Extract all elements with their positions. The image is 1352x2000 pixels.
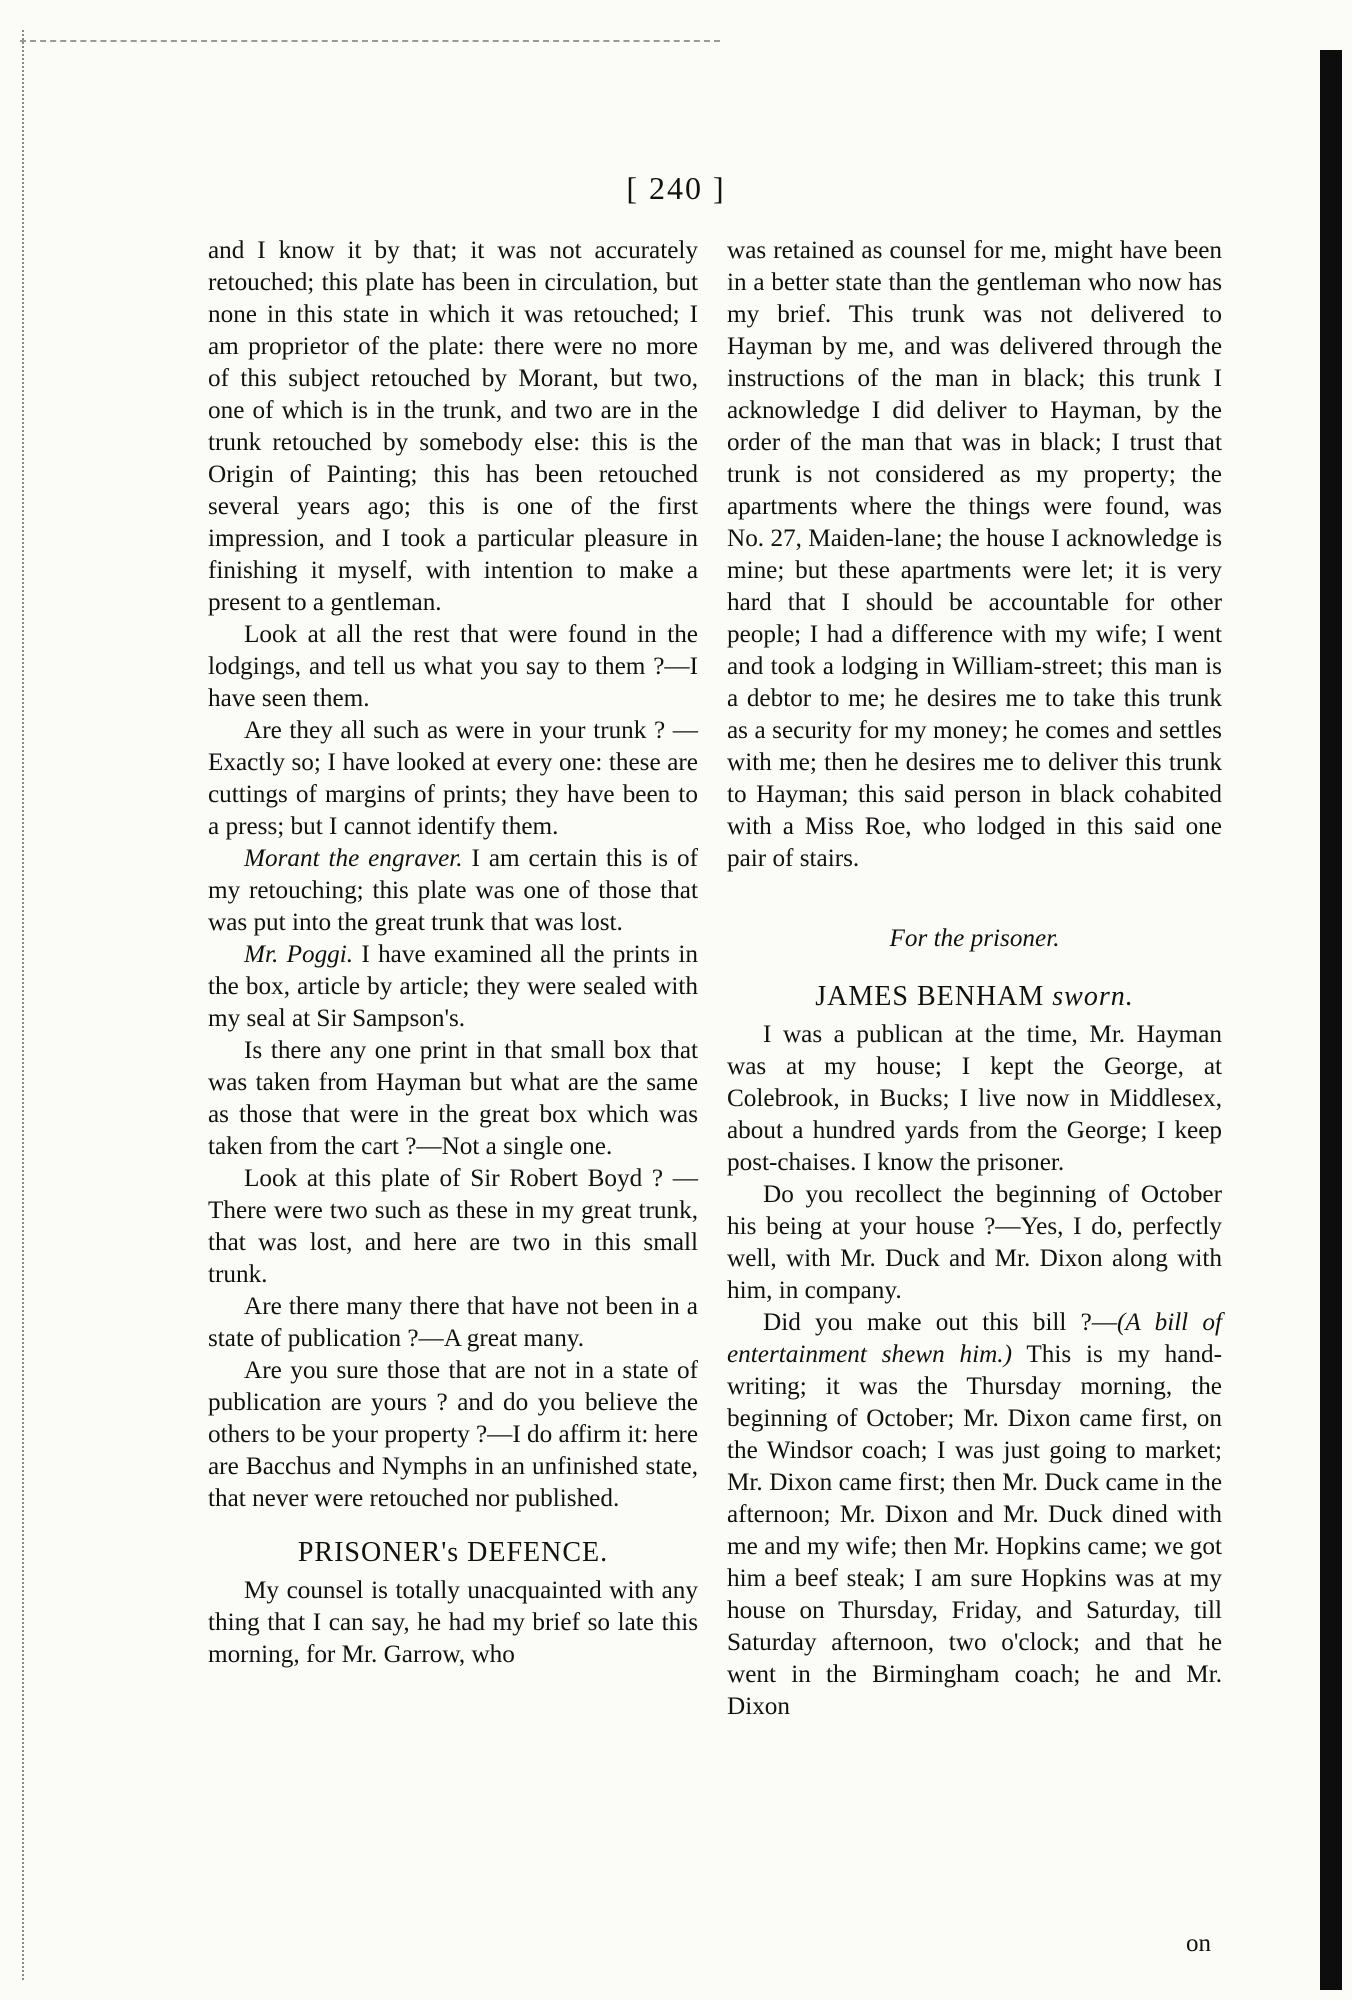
paragraph-text: I have examined all the prints in the box, article by article; they were sealed with my seal at Sir Sampson's. <box>208 941 698 1032</box>
scan-right-bar <box>1320 50 1342 1990</box>
paragraph: Is there any one print in that small box that was taken from Hayman but what are the same as those that were in the great box which was taken from the cart ?—Not a single one. <box>208 1037 698 1160</box>
paragraph: Look at all the rest that were found in the lodgings, and tell us what you say to them ?—I have seen them. <box>208 621 698 712</box>
paragraph-text: I am certain this is of my retouching; this plate was one of those that was put into the great trunk that was lost. <box>208 845 698 936</box>
paragraph: and I know it by that; it was not accurately retouched; this plate has been in circulation, but none in this state in which it was retouched; I am proprietor of the plate: there were no more of this subject retouched by Morant, but two, one of which is in the trunk, and two are in the trunk retouched by somebody else: this is the Origin of Painting; this has been retouched several years ago; this is one of the first impression, and I took a particular pleasure in finishing it myself, with intention to make a present to a gentleman. <box>208 237 698 616</box>
witness-sworn: sworn. <box>1052 981 1134 1012</box>
paragraph <box>208 843 698 939</box>
paragraph-text: Did you make out this bill ?— <box>763 1309 1118 1336</box>
paragraph: was retained as counsel for me, might have been in a better state than the gentleman who now has my brief. This trunk was not delivered to Hayman by me, and was delivered through the instructions of the man in black; this trunk I acknowledge I did deliver to Hayman, by the order of the man that was in black; I trust that trunk is not considered as my property; the apartments where the things were found, was No. 27, Maiden-lane; the house I acknowledge is mine; but these apartments were let; it is very hard that I should be accountable for other people; I had a difference with my wife; I went and took a lodging in William-street; this man is a debtor to me; he desires me to take this trunk as a security for my money; he comes and settles with me; then he desires me to deliver this trunk to Hayman; this said person in black cohabited with a Miss Roe, who lodged in this said one pair of stairs. <box>727 237 1222 872</box>
paragraph: Are there many there that have not been in a state of publication ?—A great many. <box>208 1293 698 1352</box>
paragraph: I was a publican at the time, Mr. Hayman was at my house; I kept the George, at Colebrook, in Bucks; I live now in Middlesex, about a hundred yards from the George; I keep post-chaises. I know the prisoner. <box>727 1021 1222 1176</box>
speaker-name: Mr. Poggi. <box>244 941 354 968</box>
sub-heading: For the prisoner. <box>889 925 1060 952</box>
paragraph <box>208 939 698 1035</box>
paragraph: Are you sure those that are not in a state of publication are yours ? and do you believe the others to be your property ?—I do affirm it: here are Bacchus and Nymphs in an unfinished state, that never were retouched nor published. <box>208 1357 698 1512</box>
stage-direction: (A bill of entertainment shewn him.) <box>727 1309 1223 1368</box>
witness-name: JAMES BENHAM <box>815 981 1053 1012</box>
paragraph: Are they all such as were in your trunk ? —Exactly so; I have looked at every one: these are cuttings of margins of prints; they have been to a press; but I cannot identify them. <box>208 717 698 840</box>
page-number: [ 240 ] <box>626 170 726 206</box>
paragraph-text: This is my hand-writing; it was the Thursday morning, the beginning of October; Mr. Dixon came first, on the Windsor coach; I was just going to market; Mr. Dixon came first; then Mr. Duck came in the afternoon; Mr. Dixon and Mr. Duck dined with me and my wife; then Mr. Hopkins came; we got him a beef steak; I am sure Hopkins was at my house on Thursday, Friday, and Saturday, till Saturday afternoon, two o'clock; and that he went in the Birmingham coach; he and Mr. Dixon <box>727 1341 1222 1720</box>
right-column <box>727 235 1222 1723</box>
paragraph: Do you recollect the beginning of October his being at your house ?—Yes, I do, perfectly well, with Mr. Duck and Mr. Dixon along with him, in company. <box>727 1181 1222 1304</box>
section-heading: PRISONER's DEFENCE. <box>297 1537 609 1568</box>
left-column <box>208 235 698 1671</box>
witness-heading <box>727 981 1222 1013</box>
paragraph: My counsel is totally unacquainted with any thing that I can say, he had my brief so late this morning, for Mr. Garrow, who <box>208 1577 698 1668</box>
paragraph <box>727 1307 1222 1723</box>
speaker-name: Morant the engraver. <box>244 845 463 872</box>
catchword: on <box>1186 1930 1211 1957</box>
paragraph: Look at this plate of Sir Robert Boyd ? —There were two such as these in my great trunk, that was lost, and here are two in this small trunk. <box>208 1165 698 1288</box>
scan-top-edge <box>20 40 720 42</box>
scan-left-edge <box>0 30 24 1980</box>
